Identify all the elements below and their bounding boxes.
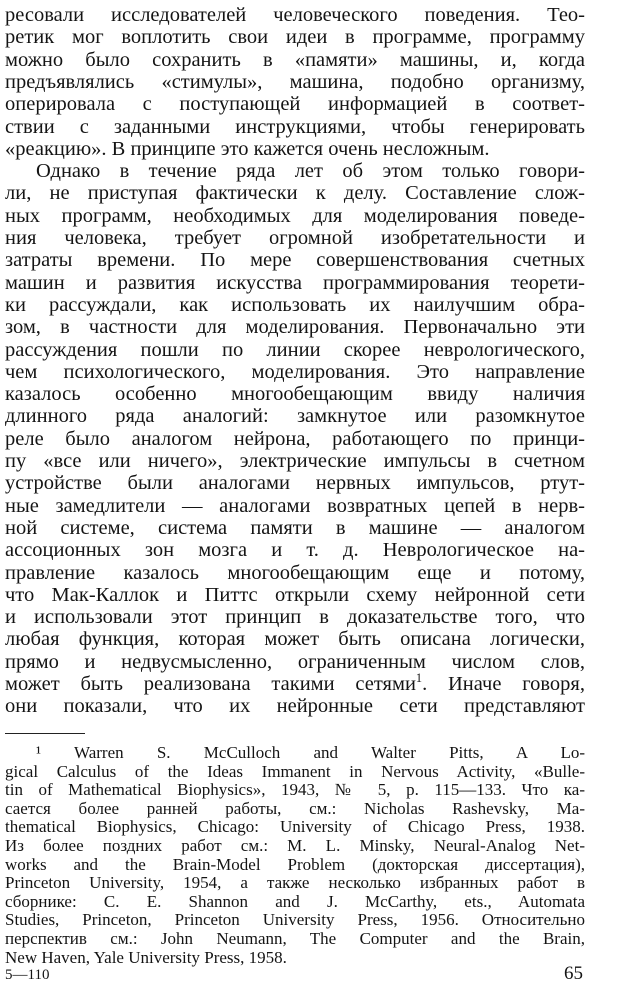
body-line: ствии с заданными инструкциями, чтобы генерировать [5, 115, 585, 138]
body-line-30-text [5, 673, 585, 695]
body-line: ресовали исследователей человеческого поведения. Тео- [5, 4, 585, 26]
body-line: реле было аналогом нейрона, работающего по принци- [5, 427, 585, 450]
page-number: 65 [564, 963, 583, 984]
body-line: предъявлялись «стимулы», машина, подобно организму, [5, 70, 585, 93]
body-line: Однако в течение ряда лет об этом только говори- [36, 160, 585, 183]
footnote-line: gical Calculus of the Ideas Immanent in Nervous Activity, «Bulle- [5, 761, 585, 781]
body-line: устройстве были аналогами нервных импульсов, ртут- [5, 472, 585, 495]
body-line: пу «все или ничего», электрические импульсы в счетном [5, 450, 585, 472]
body-line: ретик мог воплотить свои идеи в программе, программу [5, 26, 585, 49]
printer-signature: 5—110 [5, 967, 50, 983]
body-line: казалось особенно многообещающим ввиду наличия [5, 383, 585, 406]
footnote-line: перспектив см.: John Neumann, The Computer and the Brain, [5, 929, 585, 948]
footnote-line: Princeton University, 1954, а также несколько избранных работ в [5, 873, 585, 893]
body-line [5, 673, 585, 695]
body-line: затраты времени. По мере совершенствования счетных [5, 249, 585, 272]
body-line: ния человека, требует огромной изобретательности и [5, 227, 585, 249]
body-line: оперировала с поступающей информацией в соответ- [5, 93, 585, 116]
footnote-line: works and the Brain-Model Problem (докторская диссертация), [5, 854, 585, 874]
footnote-line: New Haven, Yale University Press, 1958. [5, 947, 287, 967]
body-line: ли, не приступая фактически к делу. Составление слож- [5, 182, 585, 205]
body-line: длинного ряда аналогий: замкнутое или разомкнутое [5, 405, 585, 428]
body-line: что Мак-Каллок и Питтс открыли схему нейронной сети [5, 583, 585, 606]
body-line: «реакцию». В принципе это кажется очень несложным. [5, 137, 490, 160]
footnote-line: tin of Mathematical Biophysics», 1943, № 5, p. 115—133. Что ка- [5, 780, 585, 800]
body-line: можно было сохранить в «памяти» машины, и, когда [5, 48, 585, 71]
footnote-line: Studies, Princeton, Princeton University Press, 1956. Относительно [5, 910, 585, 930]
footnote-line: thematical Biophysics, Chicago: University of Chicago Press, 1938. [5, 817, 585, 837]
body-line: они показали, что их нейронные сети представляют [5, 695, 585, 718]
body-line: машин и развития искусства программирования теорети- [5, 271, 585, 294]
footnote-divider [5, 733, 85, 734]
body-line: ки рассуждали, как использовать их наилучшим обра- [5, 293, 585, 316]
body-line: ные замедлители — аналогами возвратных цепей в нерв- [5, 494, 585, 517]
footnote-line: сборнике: C. E. Shannon and J. McCarthy, ets., Automata [5, 891, 585, 911]
footnote-line: Из более поздних работ см.: M. L. Minsky, Neural-Analog Net- [5, 836, 585, 855]
body-line: правление казалось многообещающим еще и потому, [5, 561, 585, 584]
body-line: прямо и недвусмысленно, ограниченным числом слов, [5, 650, 585, 673]
footnote-line: ¹ Warren S. McCulloch and Walter Pitts, A Lo- [36, 743, 585, 762]
body-line: рассуждения пошли по линии скорее неврологического, [5, 338, 585, 361]
body-line-text: . Иначе говоря, [422, 673, 585, 695]
body-line: зом, в частности для моделирования. Первоначально эти [5, 316, 585, 339]
footnote-reference[interactable]: 1 [415, 671, 423, 686]
body-line: любая функция, которая может быть описана логически, [5, 628, 585, 651]
footnote-line: сается более ранней работы, см.: Nicholas Rashevsky, Ma- [5, 798, 585, 818]
body-line: и использовали этот принцип в доказательстве того, что [5, 606, 585, 629]
body-line: ассоционных зон мозга и т. д. Неврологическое на- [5, 539, 585, 562]
body-line: ных программ, необходимых для моделирования поведе- [5, 204, 585, 227]
body-line-text: может быть реализована такими сетями [5, 673, 416, 695]
body-line: ной системе, система памяти в машине — аналогом [5, 516, 585, 539]
body-line: чем психологического, моделирования. Это направление [5, 360, 585, 383]
